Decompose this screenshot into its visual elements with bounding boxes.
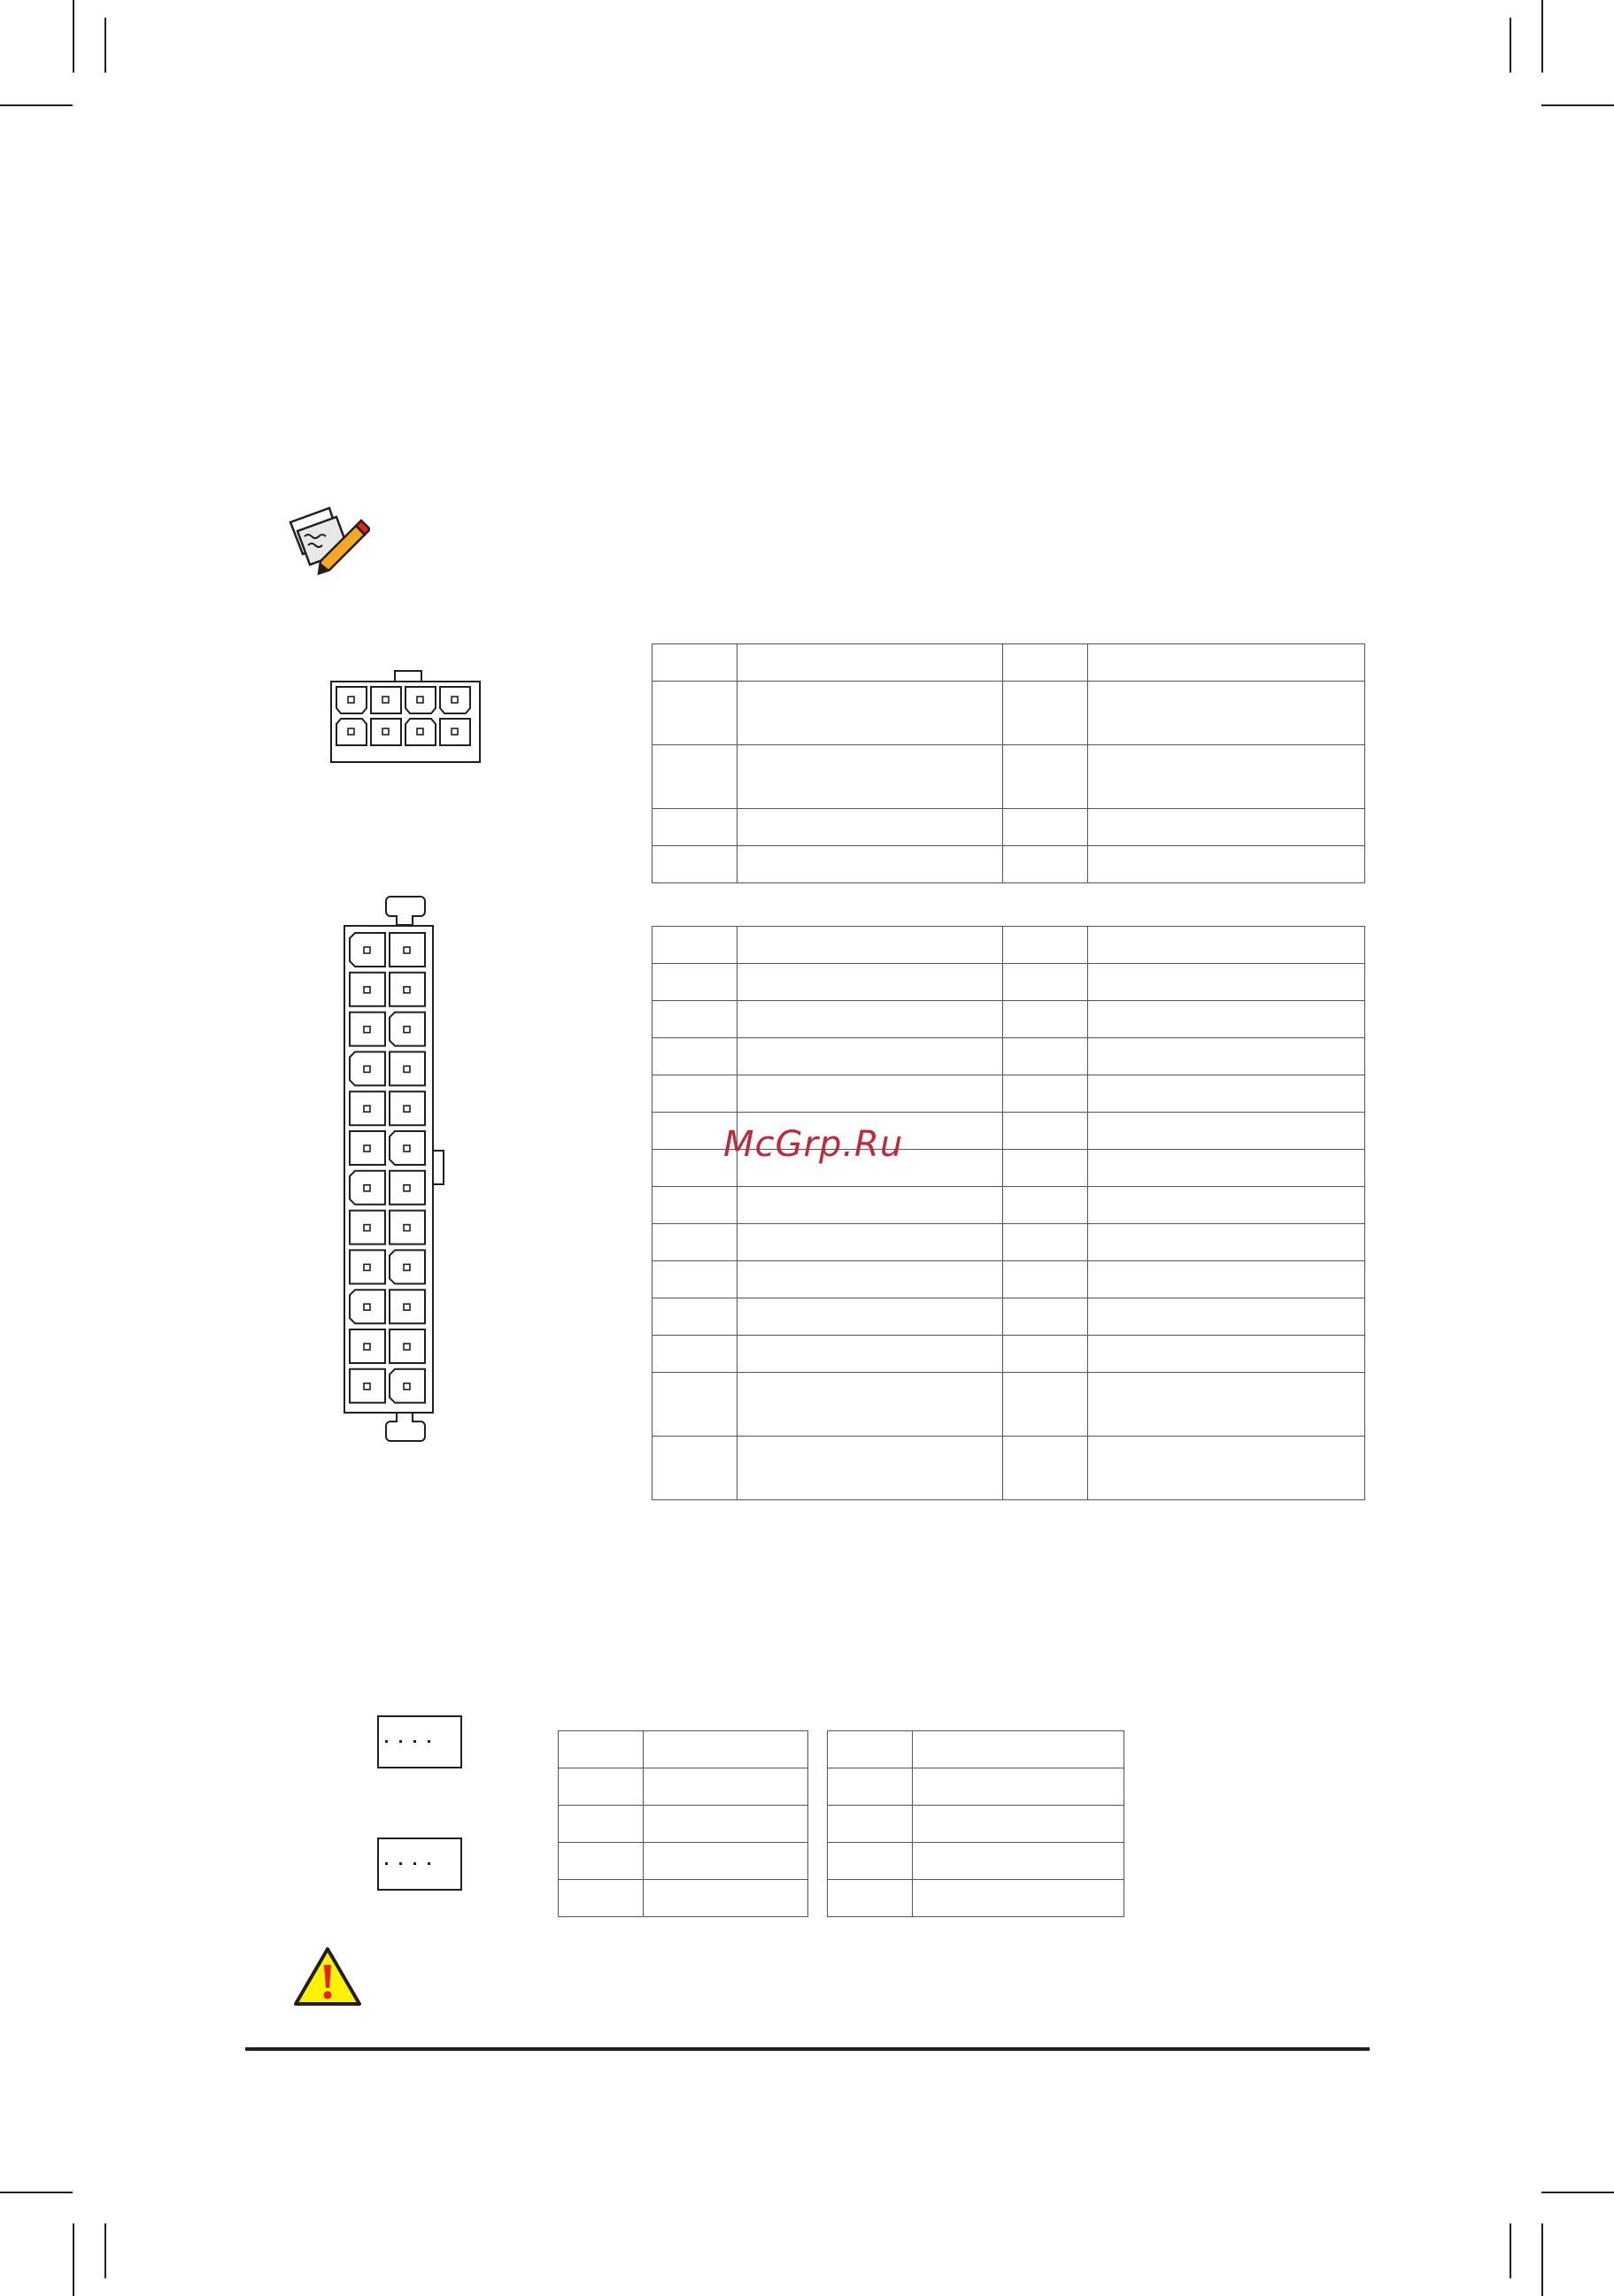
crop-mark	[73, 2223, 74, 2296]
table-row	[559, 1768, 808, 1806]
table-cell	[559, 1843, 644, 1880]
table-cell	[1003, 1038, 1088, 1075]
table-cell	[737, 846, 1003, 883]
table-cell	[559, 1880, 644, 1917]
atx-24pin-pin-table	[652, 926, 1365, 1500]
table-cell	[737, 1298, 1003, 1336]
table-cell	[1088, 1373, 1365, 1437]
table-cell	[737, 1224, 1003, 1261]
table-row	[653, 1261, 1365, 1298]
pin-contact	[364, 1344, 370, 1350]
table-cell	[1003, 1261, 1088, 1298]
table-cell	[1003, 964, 1088, 1001]
table-row	[559, 1880, 808, 1917]
table-cell	[737, 1437, 1003, 1500]
table-cell	[653, 682, 737, 745]
table-row	[559, 1806, 808, 1843]
crop-mark	[1541, 2223, 1543, 2296]
table-cell	[1003, 1075, 1088, 1113]
table-cell	[1088, 682, 1365, 745]
table-row	[653, 927, 1365, 964]
table-cell	[737, 1336, 1003, 1373]
table-row	[653, 1437, 1365, 1500]
table-cell	[653, 1298, 737, 1336]
table-cell	[1088, 927, 1365, 964]
table-row	[653, 682, 1365, 745]
table-cell	[653, 927, 737, 964]
table-row	[653, 745, 1365, 809]
pin-contact	[404, 947, 410, 953]
crop-mark	[0, 104, 73, 106]
table-cell	[737, 927, 1003, 964]
watermark: McGrp.Ru	[723, 1124, 904, 1165]
table-cell	[1003, 846, 1088, 883]
table-cell	[1003, 1150, 1088, 1187]
table-cell	[913, 1843, 1124, 1880]
table-cell	[828, 1768, 913, 1806]
table-cell	[644, 1880, 808, 1917]
table-cell	[1088, 846, 1365, 883]
fan-pin-table-left	[558, 1730, 808, 1917]
pin-contact	[364, 1383, 370, 1390]
table-cell	[1003, 1437, 1088, 1500]
table-cell	[1088, 1224, 1365, 1261]
crop-mark	[104, 18, 106, 73]
table-cell	[1088, 1038, 1365, 1075]
atx-8pin-connector	[329, 670, 483, 764]
pin-contact	[364, 1066, 370, 1072]
table-cell	[1003, 745, 1088, 809]
table-row	[653, 1298, 1365, 1336]
table-cell	[737, 1075, 1003, 1113]
table-row	[653, 1336, 1365, 1373]
table-cell	[1088, 809, 1365, 846]
atx-8pin-pin-table	[652, 643, 1365, 883]
table-row	[653, 1224, 1365, 1261]
crop-mark	[1541, 2192, 1614, 2193]
table-cell	[653, 1224, 737, 1261]
pin-contact	[404, 1264, 410, 1270]
table-cell	[653, 1187, 737, 1224]
table-cell	[913, 1806, 1124, 1843]
atx-24pin-connector	[341, 896, 451, 1445]
table-row	[653, 1187, 1365, 1224]
table-row	[653, 1001, 1365, 1038]
pin-contact	[404, 1344, 410, 1350]
pin-contact	[364, 987, 370, 993]
crop-mark	[73, 0, 74, 73]
table-cell	[737, 809, 1003, 846]
table-cell	[653, 846, 737, 883]
note-pencil-icon	[285, 505, 370, 581]
pin-contact	[364, 1106, 370, 1112]
table-cell	[1003, 1373, 1088, 1437]
table-cell	[1088, 964, 1365, 1001]
table-cell	[1088, 1075, 1365, 1113]
crop-mark	[1541, 0, 1543, 73]
pin-contact	[364, 947, 370, 953]
table-cell	[1003, 809, 1088, 846]
table-cell	[828, 1731, 913, 1768]
pin-contact	[364, 1304, 370, 1310]
table-cell	[653, 745, 737, 809]
table-cell	[653, 1075, 737, 1113]
pin-contact	[364, 1145, 370, 1152]
pin-contact	[404, 1383, 410, 1390]
table-cell	[653, 1373, 737, 1437]
table-cell	[653, 964, 737, 1001]
table-row	[828, 1731, 1124, 1768]
table-cell	[737, 682, 1003, 745]
table-cell	[828, 1880, 913, 1917]
pin-contact	[404, 1027, 410, 1033]
table-cell	[1003, 1298, 1088, 1336]
table-row	[653, 846, 1365, 883]
table-cell	[653, 1001, 737, 1038]
table-cell	[737, 644, 1003, 682]
table-row	[559, 1843, 808, 1880]
table-cell	[653, 1437, 737, 1500]
pin-contact	[404, 1225, 410, 1231]
table-cell	[1003, 644, 1088, 682]
table-cell	[1088, 1298, 1365, 1336]
table-cell	[1088, 1001, 1365, 1038]
table-cell	[644, 1731, 808, 1768]
table-cell	[644, 1768, 808, 1806]
pin-contact	[404, 1106, 410, 1112]
table-cell	[559, 1806, 644, 1843]
fan-header-connector	[376, 1837, 463, 1892]
table-cell	[559, 1731, 644, 1768]
table-cell	[1088, 1187, 1365, 1224]
table-row	[653, 1075, 1365, 1113]
table-cell	[1088, 1150, 1365, 1187]
table-row	[653, 964, 1365, 1001]
table-cell	[737, 1187, 1003, 1224]
footer-rule	[245, 2047, 1370, 2051]
table-cell	[644, 1806, 808, 1843]
table-cell	[1003, 1001, 1088, 1038]
table-cell	[1003, 927, 1088, 964]
pin-contact	[364, 1225, 370, 1231]
pin-contact	[404, 1304, 410, 1310]
table-cell	[653, 644, 737, 682]
table-cell	[1088, 1437, 1365, 1500]
table-cell	[737, 1001, 1003, 1038]
table-cell	[1088, 745, 1365, 809]
table-cell	[653, 1336, 737, 1373]
table-row	[653, 1373, 1365, 1437]
table-cell	[828, 1806, 913, 1843]
table-cell	[644, 1843, 808, 1880]
pin-contact	[404, 987, 410, 993]
table-cell	[653, 1038, 737, 1075]
table-cell	[737, 1373, 1003, 1437]
table-cell	[828, 1843, 913, 1880]
table-row	[828, 1880, 1124, 1917]
table-row	[828, 1768, 1124, 1806]
table-cell	[1003, 682, 1088, 745]
warning-icon	[292, 1945, 363, 2007]
crop-mark	[0, 2192, 73, 2193]
table-cell	[653, 809, 737, 846]
table-cell	[1088, 1113, 1365, 1150]
table-row	[559, 1731, 808, 1768]
crop-mark	[104, 2223, 106, 2278]
crop-mark	[1541, 104, 1614, 106]
table-cell	[1003, 1187, 1088, 1224]
fan-pin-table-right	[827, 1730, 1124, 1917]
table-cell	[913, 1880, 1124, 1917]
table-cell	[913, 1731, 1124, 1768]
table-row	[653, 1038, 1365, 1075]
table-cell	[1003, 1336, 1088, 1373]
table-cell	[1088, 1336, 1365, 1373]
crop-mark	[1510, 2223, 1511, 2278]
table-cell	[737, 1038, 1003, 1075]
pin-contact	[404, 1145, 410, 1152]
crop-mark	[1510, 18, 1511, 73]
table-row	[653, 809, 1365, 846]
table-cell	[737, 1261, 1003, 1298]
pin-contact	[364, 1185, 370, 1191]
pin-contact	[404, 1066, 410, 1072]
table-cell	[1003, 1113, 1088, 1150]
table-cell	[1088, 1261, 1365, 1298]
table-cell	[559, 1768, 644, 1806]
table-cell	[653, 1261, 737, 1298]
table-cell	[737, 745, 1003, 809]
fan-header-connector	[376, 1714, 463, 1769]
table-cell	[1003, 1224, 1088, 1261]
pin-contact	[364, 1027, 370, 1033]
pin-contact	[364, 1264, 370, 1270]
table-row	[828, 1843, 1124, 1880]
table-row	[653, 644, 1365, 682]
table-cell	[737, 964, 1003, 1001]
table-cell	[1088, 644, 1365, 682]
pin-contact	[404, 1185, 410, 1191]
table-row	[828, 1806, 1124, 1843]
table-cell	[913, 1768, 1124, 1806]
